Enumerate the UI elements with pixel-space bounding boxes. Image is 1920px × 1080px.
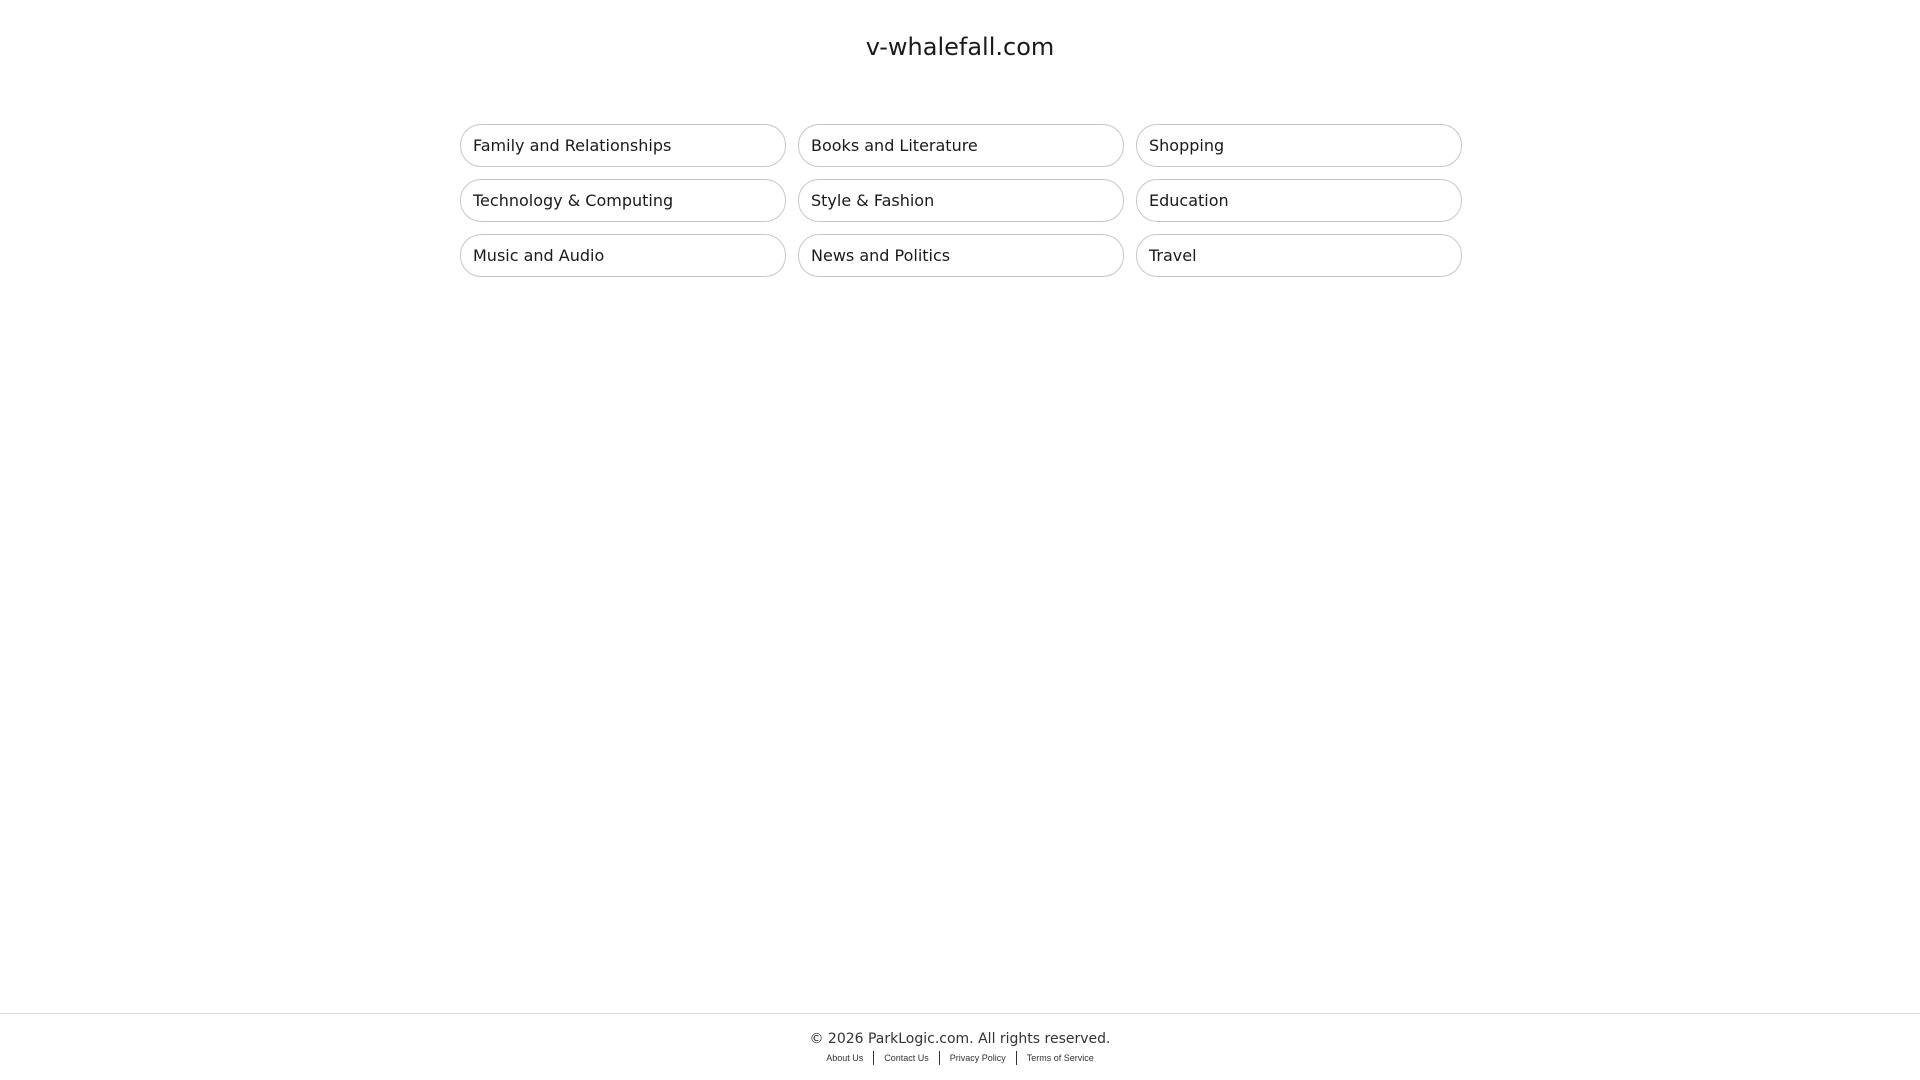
category-link-music-and-audio[interactable]: Music and Audio [460, 234, 786, 277]
category-link-technology-computing[interactable]: Technology & Computing [460, 179, 786, 222]
category-link-shopping[interactable]: Shopping [1136, 124, 1462, 167]
about-us-link[interactable]: About Us [826, 1053, 864, 1063]
category-link-education[interactable]: Education [1136, 179, 1462, 222]
category-link-news-and-politics[interactable]: News and Politics [798, 234, 1124, 277]
terms-of-service-link[interactable]: Terms of Service [1026, 1053, 1094, 1063]
contact-us-link[interactable]: Contact Us [884, 1053, 929, 1063]
footer [0, 1013, 1920, 1080]
copyright-text: © 2026 ParkLogic.com. All rights reserved. [809, 1031, 1111, 1047]
category-link-books-and-literature[interactable]: Books and Literature [798, 124, 1124, 167]
footer-links [0, 1051, 1920, 1065]
category-grid [460, 124, 1461, 277]
privacy-policy-link[interactable]: Privacy Policy [949, 1053, 1006, 1063]
site-title: v-whalefall.com [865, 33, 1055, 61]
category-link-family-and-relationships[interactable]: Family and Relationships [460, 124, 786, 167]
category-link-travel[interactable]: Travel [1136, 234, 1462, 277]
category-link-style-fashion[interactable]: Style & Fashion [798, 179, 1124, 222]
